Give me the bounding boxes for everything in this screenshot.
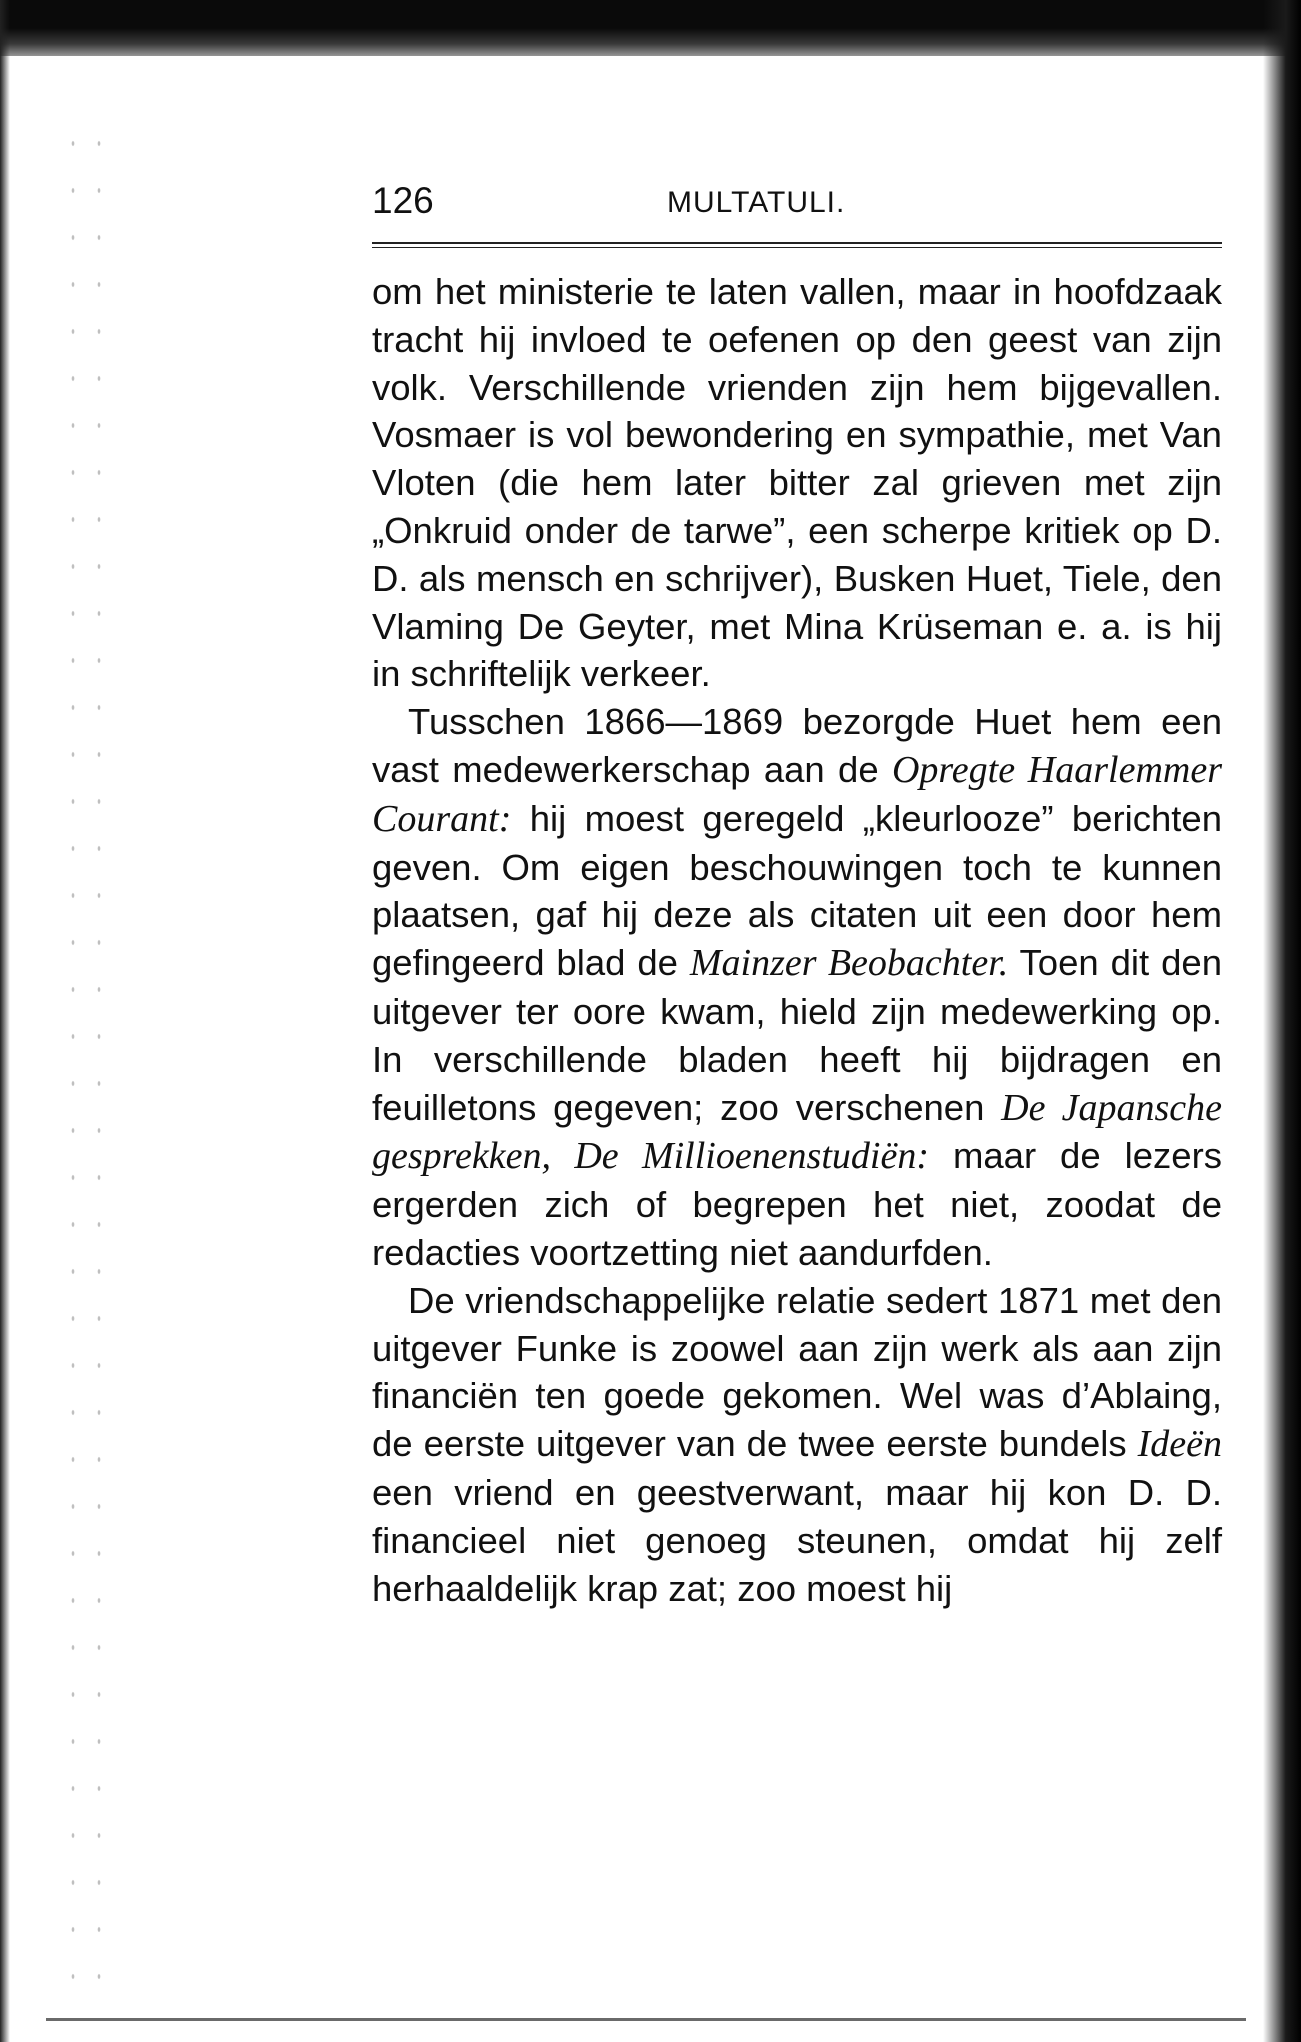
scan-bleed-through xyxy=(60,120,120,2000)
text-run: Toen dit den uitgever ter oore kwam, hield zijn medewerking op. In verschillende bladen heeft hij bijdragen en feuilletons gegeven; zoo verschenen xyxy=(372,942,1222,1128)
paragraph xyxy=(372,698,1222,1277)
scan-left-edge xyxy=(0,0,10,2042)
page-number: 126 xyxy=(372,180,434,221)
italic-title: Mainzer Beobachter. xyxy=(689,942,1009,985)
text-run: hij moest geregeld „kleurlooze” berichten geven. Om eigen beschouwingen toch te kunnen plaatsen, gaf hij deze als citaten uit een door hem gefingeerd blad de xyxy=(372,797,1222,984)
italic-title: De Japansche gesprekken, De Millioenenstudiën: xyxy=(372,1086,1222,1178)
paragraph xyxy=(372,268,1222,698)
text-run: maar de lezers ergerden zich of begrepen het niet, zoodat de redacties voortzetting niet aandurfden. xyxy=(372,1135,1222,1273)
scan-bottom-edge xyxy=(46,2018,1246,2021)
paragraph xyxy=(372,1277,1222,1613)
running-title: MULTATULI. xyxy=(667,186,846,219)
header-rule xyxy=(372,242,1222,248)
italic-title: Opregte Haarlemmer Courant: xyxy=(372,748,1222,840)
running-head xyxy=(372,180,1222,234)
text-run: om het ministerie te laten vallen, maar in hoofdzaak tracht hij invloed te oefenen op den geest van zijn volk. Verschillende vrienden zijn hem bijgevallen. Vosmaer is vol bewondering en sympathie, met Van Vloten (die hem later bitter zal grieven met zijn „Onkruid onder de tarwe”, een scherpe kritiek op D. D. als mensch en schrijver), Busken Huet, Tiele, den Vlaming De Geyter, met Mina Krüseman e. a. is hij in schriftelijk verkeer. xyxy=(372,271,1222,695)
scan-top-edge xyxy=(0,0,1301,56)
scan-right-edge xyxy=(1263,0,1301,2042)
text-run: De vriendschappelijke relatie sedert 1871 met den uitgever Funke is zoowel aan zijn werk als aan zijn financiën ten goede gekomen. Wel was d’Ablaing, de eerste uitgever van de twee eerste bundels xyxy=(372,1279,1222,1465)
body-text xyxy=(372,268,1222,1612)
text-run: Tusschen 1866—1869 bezorgde Huet hem een vast medewerkerschap aan de xyxy=(372,701,1222,790)
book-page xyxy=(372,180,1222,1612)
italic-title: Ideën xyxy=(1137,1423,1222,1466)
text-run: een vriend en geestverwant, maar hij kon D. D. financieel niet genoeg steunen, omdat hij zelf herhaaldelijk krap zat; zoo moest hij xyxy=(372,1471,1222,1609)
